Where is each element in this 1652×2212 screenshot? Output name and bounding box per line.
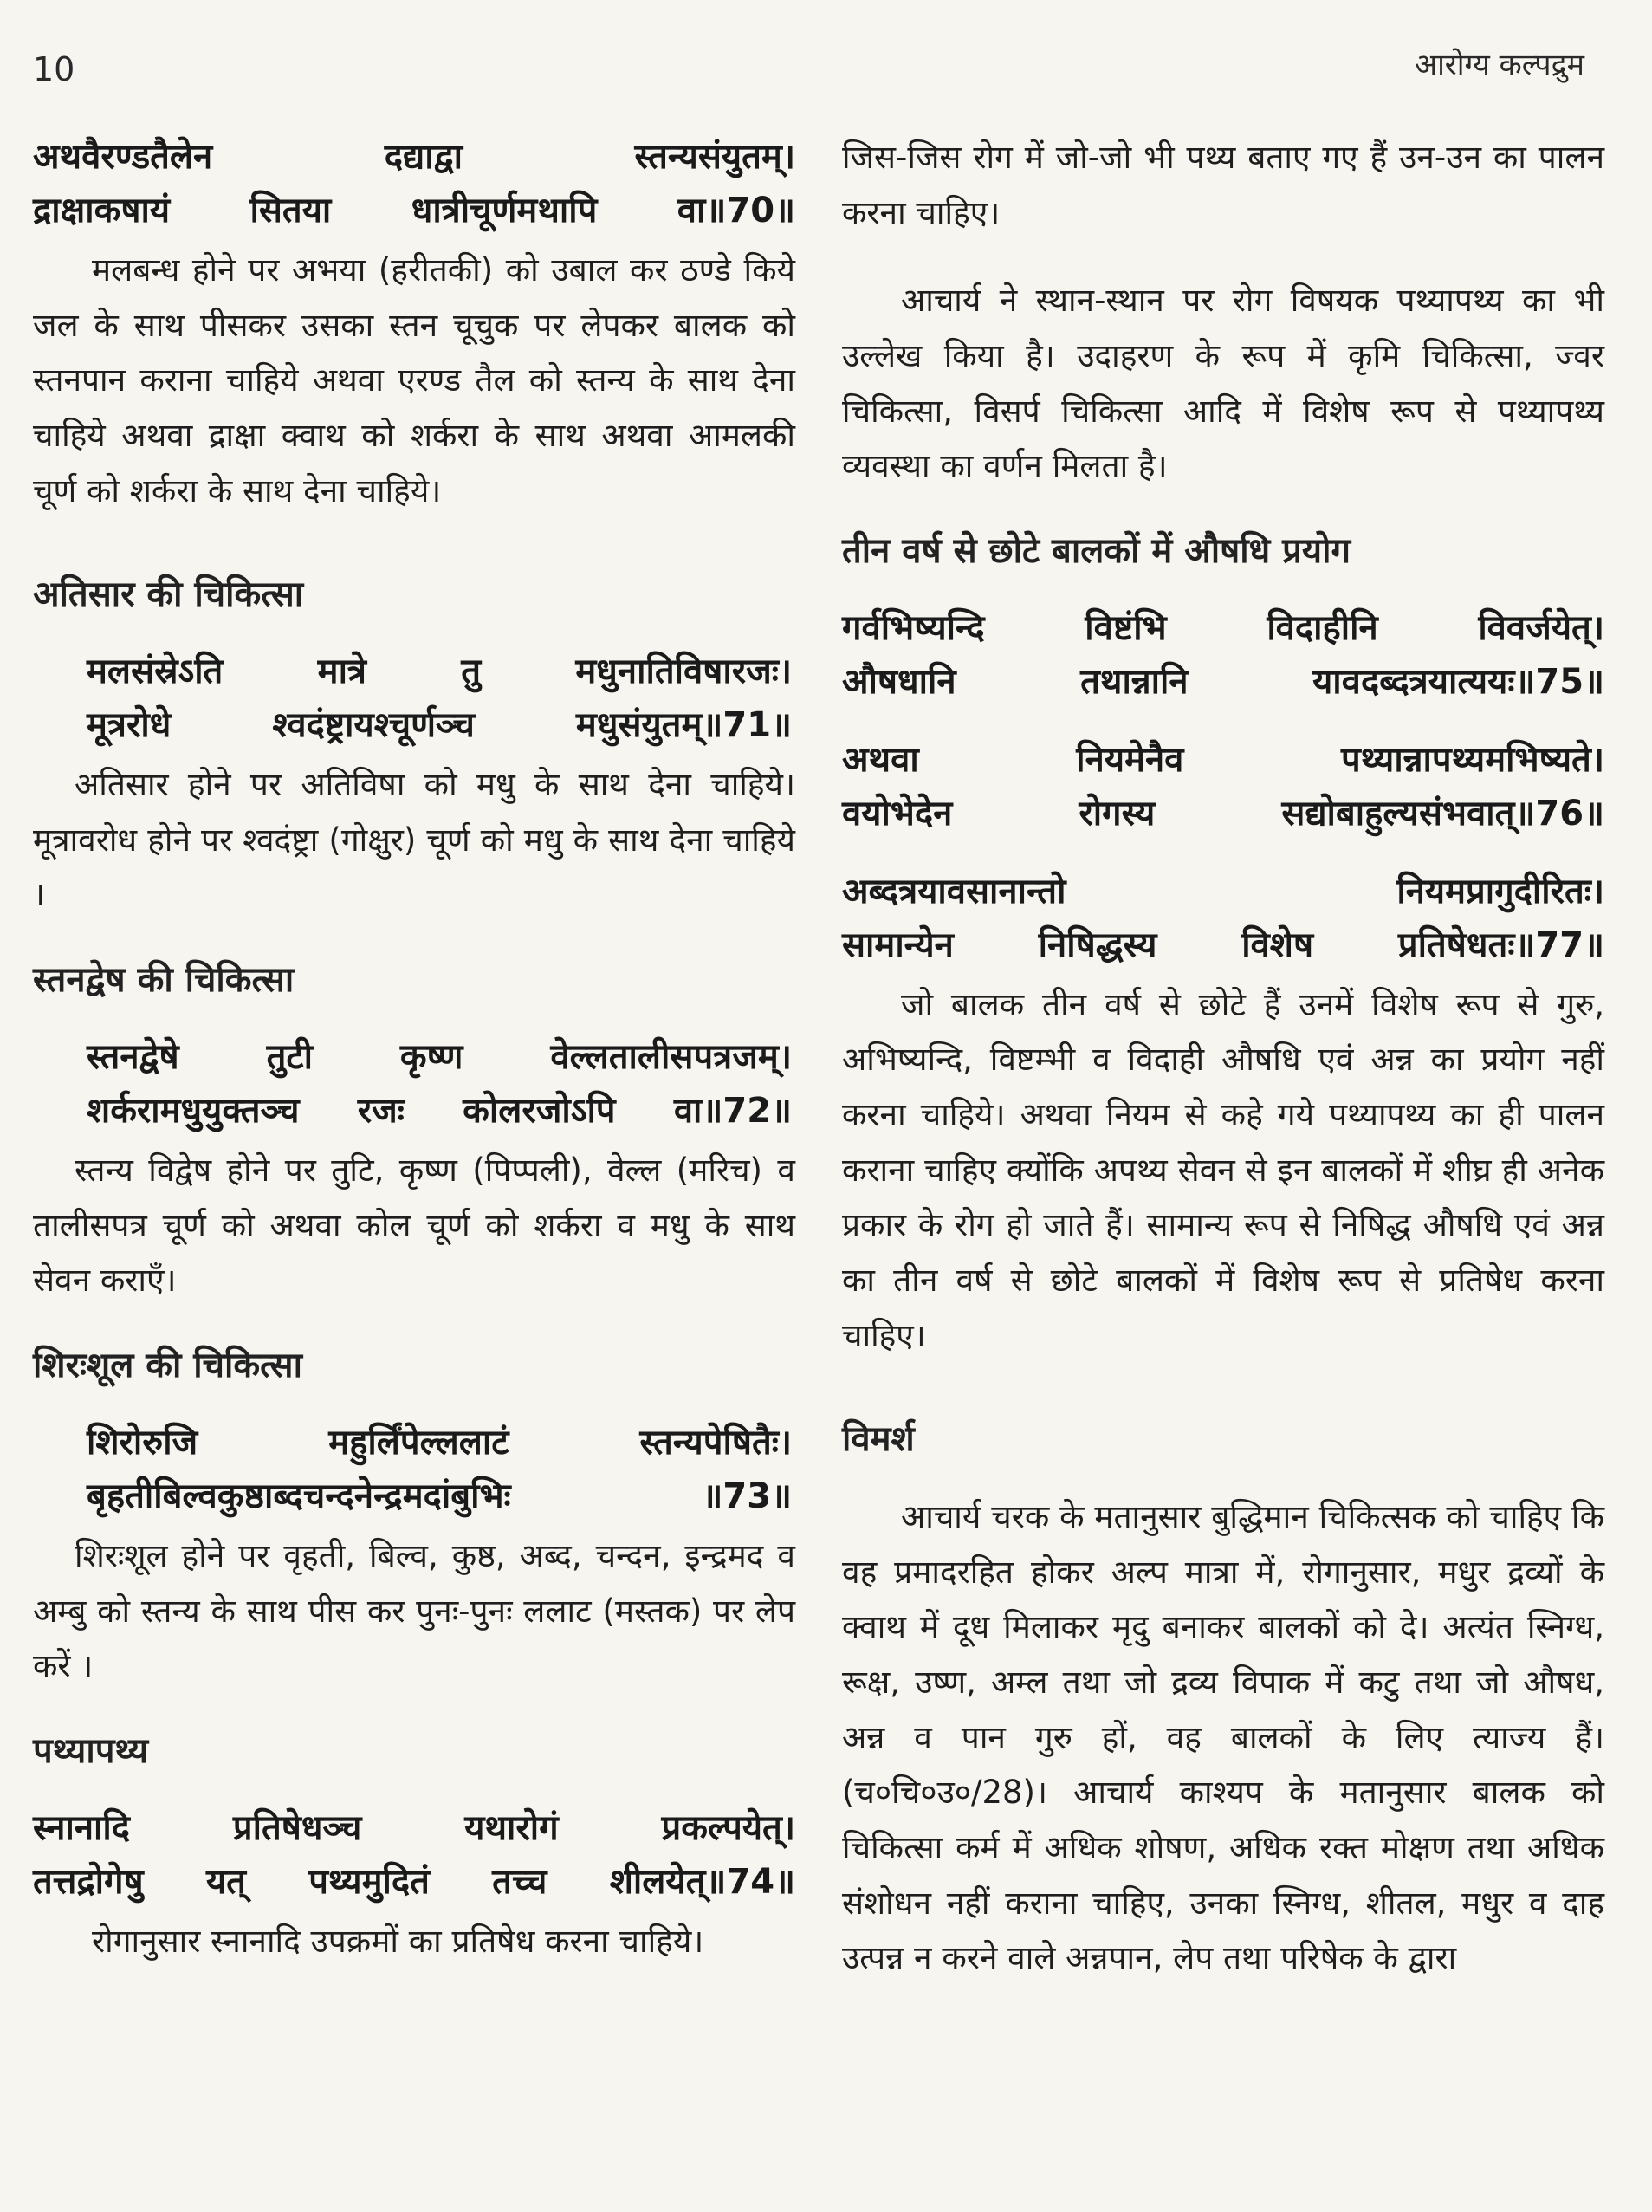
commentary-paragraph: शिरःशूल होने पर वृहती, बिल्व, कुष्ठ, अब्द, चन्दन, इन्द्रमद व अम्बु को स्तन्य के साथ पीस कर पुनः-पुनः ललाट (मस्तक) पर लेप करें । bbox=[33, 1536, 795, 1685]
verse-line: गर्वभिष्यन्दि विष्टंभि विदाहीनि विवर्जयेत्। bbox=[842, 607, 1604, 648]
commentary-paragraph: मलबन्ध होने पर अभया (हरीतकी) को उबाल कर ठण्डे किये जल के साथ पीसकर उसका स्तन चूचुक पर लेपकर बालक को स्तनपान कराना चाहिये अथवा एरण्ड तैल को स्तन्य के साथ देना चाहिये अथवा द्राक्षा क्वाथ को शर्करा के साथ अथवा आमलकी चूर्ण को शर्करा के साथ देना चाहिये। bbox=[33, 251, 795, 509]
section-heading: अतिसार की चिकित्सा bbox=[33, 574, 304, 615]
verse-line: द्राक्षाकषायं सितया धात्रीचूर्णमथापि वा॥70॥ bbox=[33, 191, 795, 230]
verse-line: औषधानि तथान्नानि यावदब्दत्रयात्ययः॥75॥ bbox=[842, 661, 1604, 702]
commentary-paragraph: आचार्य ने स्थान-स्थान पर रोग विषयक पथ्यापथ्य का भी उल्लेख किया है। उदाहरण के रूप में कृमि चिकित्सा, ज्वर चिकित्सा, विसर्प चिकित्सा आदि में विशेष रूप से पथ्यापथ्य व्यवस्था का वर्णन मिलता है। bbox=[842, 282, 1604, 485]
section-heading: स्तनद्वेष की चिकित्सा bbox=[33, 960, 295, 1000]
commentary-paragraph: जो बालक तीन वर्ष से छोटे हैं उनमें विशेष रूप से गुरु, अभिष्यन्दि, विष्टम्भी व विदाही औषधि एवं अन्न का प्रयोग नहीं करना चाहिये। अथवा नियम से कहे गये पथ्यापथ्य का ही पालन कराना चाहिए क्योंकि अपथ्य सेवन से इन बालकों में शीघ्र ही अनेक प्रकार के रोग हो जाते हैं। सामान्य रूप से निषिद्ध औषधि एवं अन्न का तीन वर्ष से छोटे बालकों में विशेष रूप से प्रतिषेध करना चाहिए। bbox=[842, 985, 1604, 1354]
section-heading: तीन वर्ष से छोटे बालकों में औषधि प्रयोग bbox=[842, 530, 1351, 571]
verse-line: शर्करामधुयुक्तञ्च रजः कोलरजोऽपि वा॥72॥ bbox=[87, 1091, 792, 1131]
section-heading: शिरःशूल की चिकित्सा bbox=[33, 1345, 302, 1385]
commentary-paragraph: अतिसार होने पर अतिविषा को मधु के साथ देना चाहिये। मूत्रावरोध होने पर श्वदंष्ट्रा (गोक्षुर) चूर्ण को मधु के साथ देना चाहिये । bbox=[33, 766, 795, 914]
verse-75 bbox=[842, 601, 1604, 709]
commentary-paragraph: रोगानुसार स्नानादि उपक्रमों का प्रतिषेध करना चाहिये। bbox=[92, 1922, 704, 1960]
verse-line: अथवा नियमेनैव पथ्यान्नापथ्यमभिष्यते। bbox=[842, 739, 1604, 780]
verse-70 bbox=[33, 130, 795, 237]
commentary-paragraph: जिस-जिस रोग में जो-जो भी पथ्य बताए गए हैं उन-उन का पालन करना चाहिए। bbox=[842, 139, 1604, 231]
verse-line: बृहतीबिल्वकुष्ठाब्दचन्दनेन्द्रमदांबुभिः ॥73॥ bbox=[87, 1476, 792, 1516]
verse-71 bbox=[33, 645, 795, 752]
verse-line: स्नानादि प्रतिषेधञ्च यथारोगं प्रकल्पयेत्। bbox=[33, 1807, 795, 1848]
section-heading: विमर्श bbox=[842, 1419, 915, 1460]
verse-line: सामान्येन निषिद्धस्य विशेष प्रतिषेधतः॥77॥ bbox=[842, 924, 1604, 965]
verse-72 bbox=[33, 1030, 795, 1138]
verse-line: अब्दत्रयावसानान्तो नियमप्रागुदीरितः। bbox=[842, 871, 1604, 911]
left-column bbox=[33, 130, 795, 2001]
verse-line: शिरोरुजि महुर्लिंपेल्ललाटं स्तन्यपेषितैः। bbox=[87, 1422, 792, 1463]
running-title: आरोग्य कल्पद्रुम bbox=[1415, 48, 1584, 82]
verse-line: मूत्ररोधे श्वदंष्ट्रायश्चूर्णञ्च मधुसंयुतम्॥71॥ bbox=[87, 705, 792, 746]
commentary-paragraph: आचार्य चरक के मतानुसार बुद्धिमान चिकित्सक को चाहिए कि वह प्रमादरहित होकर अल्प मात्रा में, रोगानुसार, मधुर द्रव्यों के क्वाथ में दूध मिलाकर मृदु बनाकर बालकों को दे। अत्यंत स्निग्ध, रूक्ष, उष्ण, अम्ल तथा जो द्रव्य विपाक में कटु तथा जो औषध, अन्न व पान गुरु हों, वह बालकों के लिए त्याज्य हैं। (च०चि०उ०/28)। आचार्य काश्यप के मतानुसार बालक को चिकित्सा कर्म में अधिक शोषण, अधिक रक्त मोक्षण तथा अधिक संशोधन नहीं कराना चाहिए, उनका स्निग्ध, शीतल, मधुर व दाह उत्पन्न न करने वाले अन्नपान, लेप तथा परिषेक के द्वारा bbox=[842, 1498, 1604, 1977]
verse-line: वयोभेदेन रोगस्य सद्योबाहुल्यसंभवात्॥76॥ bbox=[842, 793, 1604, 834]
verse-73 bbox=[33, 1416, 795, 1523]
section-heading: पथ्यापथ्य bbox=[33, 1730, 149, 1771]
page-number: 10 bbox=[33, 50, 75, 88]
verse-74 bbox=[33, 1801, 795, 1909]
verse-line: अथवैरण्डतैलेन दद्याद्वा स्तन्यसंयुतम्। bbox=[33, 137, 795, 177]
verse-77 bbox=[842, 865, 1604, 972]
verse-line: तत्तद्रोगेषु यत् पथ्यमुदितं तच्च शीलयेत्॥74॥ bbox=[33, 1861, 795, 1902]
commentary-paragraph: स्तन्य विद्वेष होने पर तुटि, कृष्ण (पिप्पली), वेल्ल (मरिच) व तालीसपत्र चूर्ण को अथवा कोल चूर्ण को शर्करा व मधु के साथ सेवन कराएँ। bbox=[33, 1151, 795, 1300]
verse-line: स्तनद्वेषे तुटी कृष्ण वेल्लतालीसपत्रजम्। bbox=[87, 1037, 792, 1077]
verse-76 bbox=[842, 733, 1604, 840]
right-column bbox=[842, 130, 1604, 2019]
verse-line: मलसंस्रेऽति मात्रे तु मधुनातिविषारजः। bbox=[87, 652, 792, 692]
